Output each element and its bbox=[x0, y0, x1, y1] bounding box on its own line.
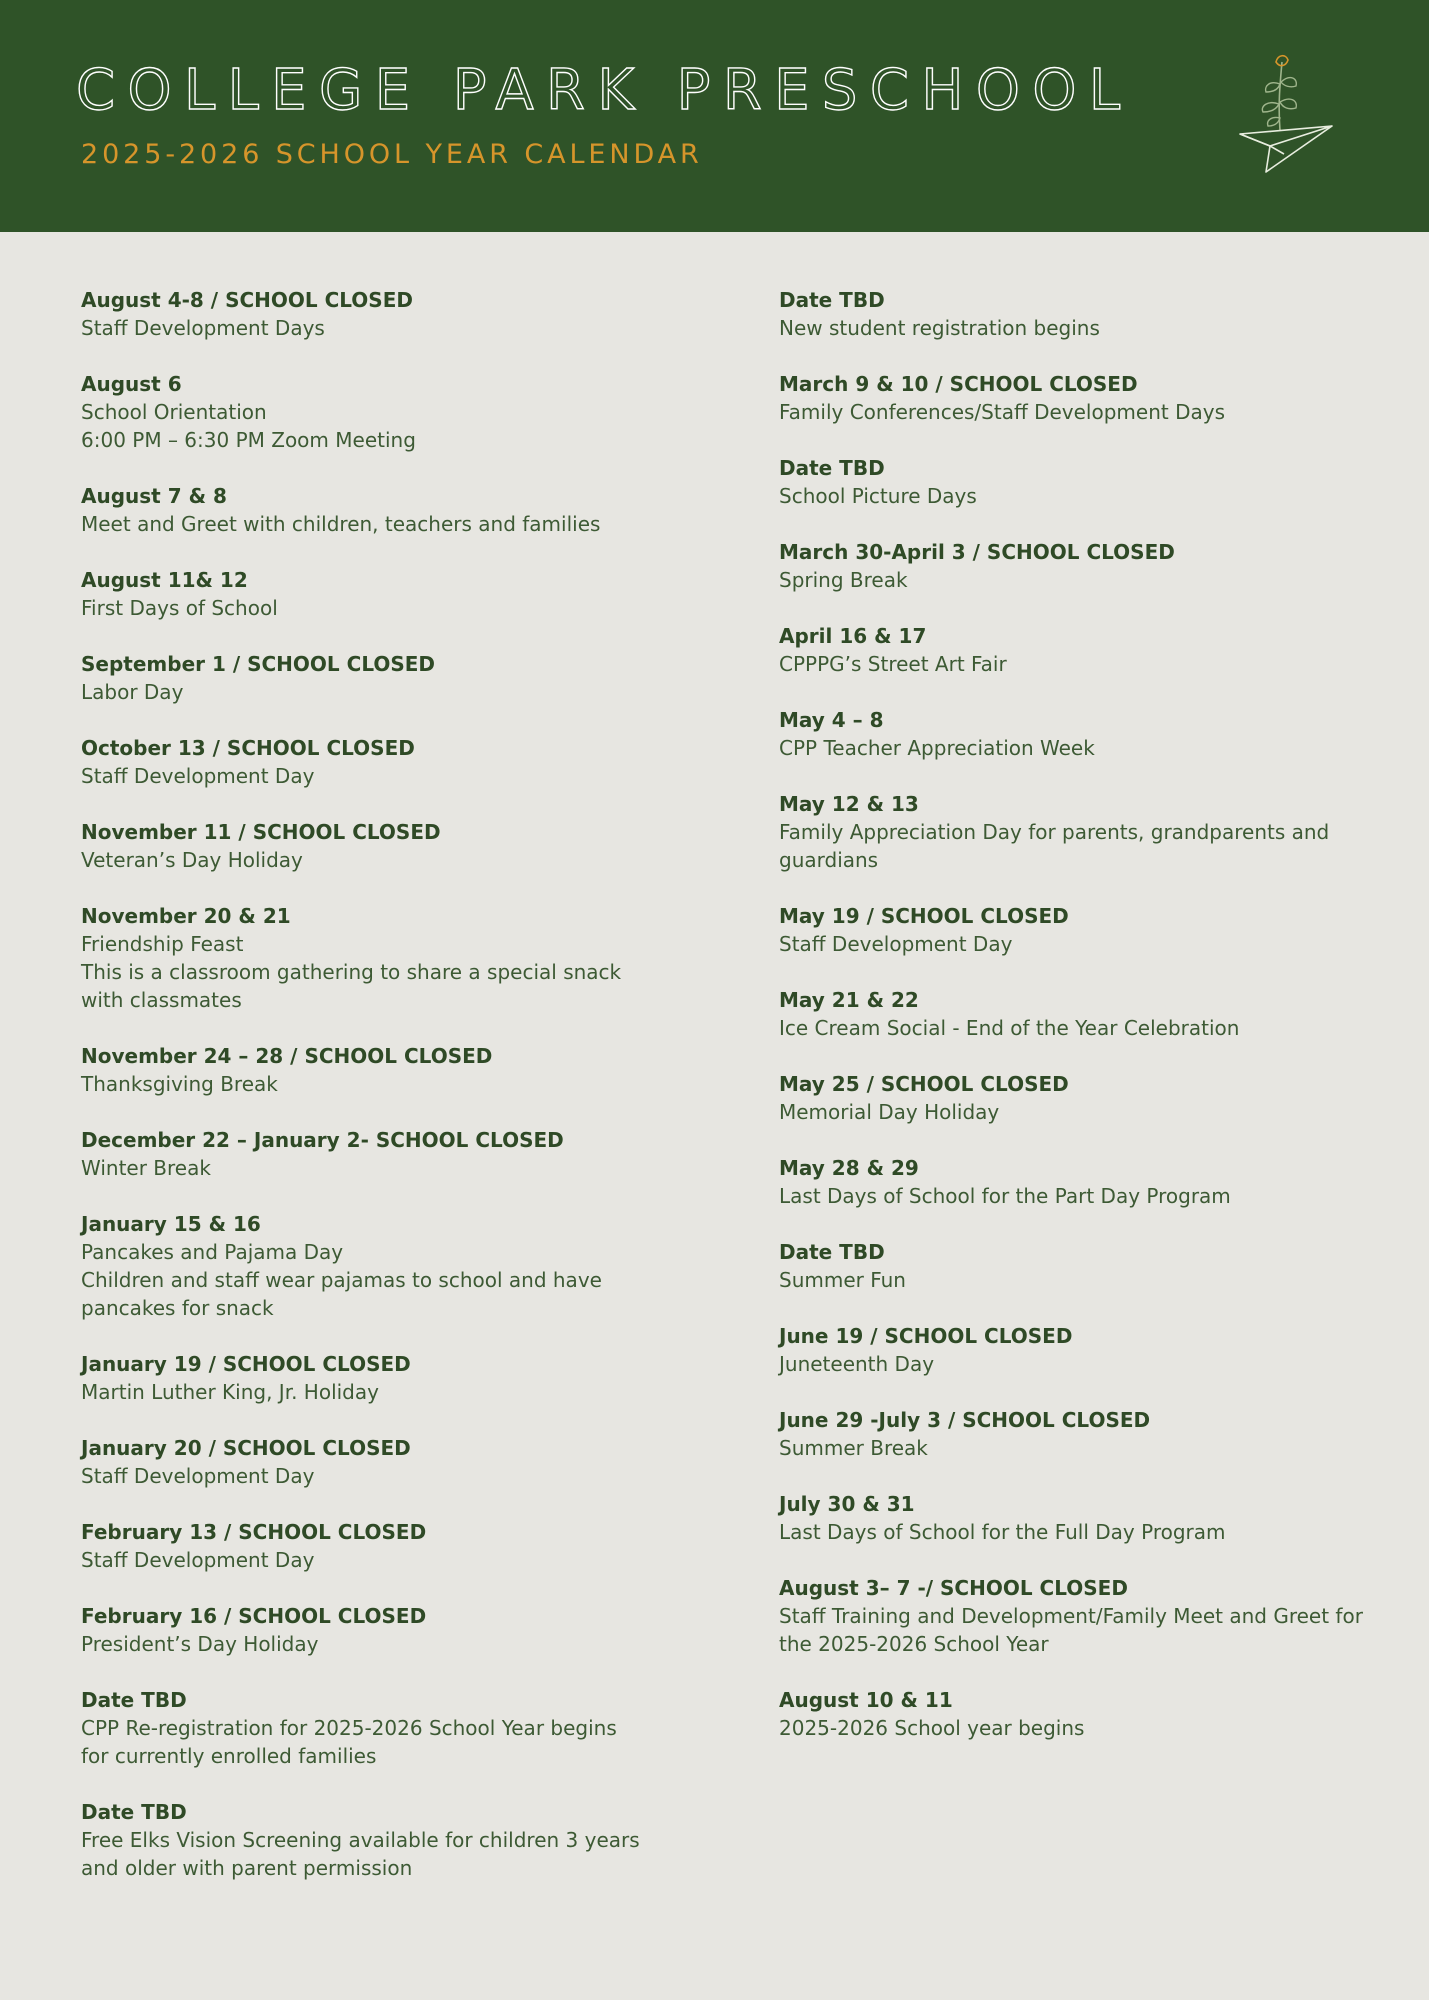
event-entry bbox=[779, 1406, 1379, 1462]
event-entry bbox=[81, 1518, 641, 1574]
event-entry bbox=[81, 1602, 641, 1658]
event-description: Labor Day bbox=[81, 680, 184, 704]
event-description: Last Days of School for the Part Day Program bbox=[779, 1184, 1231, 1208]
event-entry bbox=[779, 1686, 1379, 1742]
event-description: Staff Development Day bbox=[81, 1464, 315, 1488]
event-description: the 2025-2026 School Year bbox=[779, 1632, 1049, 1656]
header-banner bbox=[0, 0, 1429, 232]
event-entry bbox=[779, 538, 1379, 594]
event-description: President’s Day Holiday bbox=[81, 1632, 319, 1656]
event-entry bbox=[81, 818, 641, 874]
event-date: Date TBD bbox=[779, 456, 885, 480]
event-date: January 20 / SCHOOL CLOSED bbox=[81, 1436, 411, 1460]
event-entry bbox=[779, 286, 1379, 342]
event-date: August 11& 12 bbox=[81, 568, 248, 592]
event-entry bbox=[779, 370, 1379, 426]
event-description: Juneteenth Day bbox=[779, 1352, 935, 1376]
event-description: CPP Teacher Appreciation Week bbox=[779, 736, 1095, 760]
event-entry bbox=[779, 1322, 1379, 1378]
event-description: CPP Re-registration for 2025-2026 School Year begins bbox=[81, 1716, 617, 1740]
event-description: 2025-2026 School year begins bbox=[779, 1716, 1085, 1740]
event-entry bbox=[779, 1574, 1379, 1658]
event-date: June 19 / SCHOOL CLOSED bbox=[779, 1324, 1073, 1348]
event-entry bbox=[81, 1126, 641, 1182]
event-entry bbox=[779, 1070, 1379, 1126]
event-date: February 13 / SCHOOL CLOSED bbox=[81, 1520, 427, 1544]
event-description: Thanksgiving Break bbox=[81, 1072, 278, 1096]
event-entry bbox=[81, 482, 641, 538]
event-description: Summer Fun bbox=[779, 1268, 906, 1292]
event-date: June 29 -July 3 / SCHOOL CLOSED bbox=[779, 1408, 1151, 1432]
event-date: August 6 bbox=[81, 372, 182, 396]
event-date: January 19 / SCHOOL CLOSED bbox=[81, 1352, 411, 1376]
paper-plane-sprout-icon bbox=[1236, 54, 1340, 176]
event-entry bbox=[81, 1798, 641, 1882]
event-entry bbox=[81, 734, 641, 790]
event-entry bbox=[779, 622, 1379, 678]
event-date: May 28 & 29 bbox=[779, 1156, 919, 1180]
event-description: Spring Break bbox=[779, 568, 908, 592]
event-entry bbox=[81, 1042, 641, 1098]
event-date: May 21 & 22 bbox=[779, 988, 919, 1012]
event-description: Summer Break bbox=[779, 1436, 928, 1460]
event-entry bbox=[81, 902, 641, 1014]
event-description: Memorial Day Holiday bbox=[779, 1100, 1000, 1124]
event-description: Pancakes and Pajama Day bbox=[81, 1240, 344, 1264]
event-description: Winter Break bbox=[81, 1156, 211, 1180]
event-date: Date TBD bbox=[779, 1240, 885, 1264]
event-description: 6:00 PM – 6:30 PM Zoom Meeting bbox=[81, 428, 416, 452]
event-date: April 16 & 17 bbox=[779, 624, 927, 648]
event-description: Staff Development Day bbox=[81, 764, 315, 788]
event-date: November 20 & 21 bbox=[81, 904, 291, 928]
event-entry bbox=[779, 902, 1379, 958]
event-date: July 30 & 31 bbox=[779, 1492, 915, 1516]
event-description: New student registration begins bbox=[779, 316, 1100, 340]
event-entry bbox=[81, 1350, 641, 1406]
event-description: Family Appreciation Day for parents, grandparents and bbox=[779, 820, 1330, 844]
event-date: March 30-April 3 / SCHOOL CLOSED bbox=[779, 540, 1175, 564]
event-date: October 13 / SCHOOL CLOSED bbox=[81, 736, 415, 760]
event-date: May 19 / SCHOOL CLOSED bbox=[779, 904, 1069, 928]
school-name: COLLEGE PARK PRESCHOOL bbox=[76, 58, 1133, 123]
event-date: August 7 & 8 bbox=[81, 484, 227, 508]
event-description: Meet and Greet with children, teachers and families bbox=[81, 512, 601, 536]
event-date: May 25 / SCHOOL CLOSED bbox=[779, 1072, 1069, 1096]
event-description: Veteran’s Day Holiday bbox=[81, 848, 303, 872]
event-date: August 3– 7 -/ SCHOOL CLOSED bbox=[779, 1576, 1128, 1600]
event-description: School Picture Days bbox=[779, 484, 977, 508]
event-entry bbox=[81, 566, 641, 622]
event-description: Staff Development Days bbox=[81, 316, 325, 340]
event-description: Staff Training and Development/Family Meet and Greet for bbox=[779, 1604, 1363, 1628]
event-description: Free Elks Vision Screening available for children 3 years bbox=[81, 1828, 640, 1852]
event-date: Date TBD bbox=[81, 1688, 187, 1712]
event-description: This is a classroom gathering to share a special snack bbox=[81, 960, 622, 984]
event-entry bbox=[81, 1434, 641, 1490]
event-date: August 10 & 11 bbox=[779, 1688, 953, 1712]
event-description: with classmates bbox=[81, 988, 242, 1012]
event-description: Friendship Feast bbox=[81, 932, 244, 956]
calendar-subtitle: 2025-2026 SCHOOL YEAR CALENDAR bbox=[81, 139, 703, 170]
event-date: Date TBD bbox=[779, 288, 885, 312]
event-description: pancakes for snack bbox=[81, 1296, 274, 1320]
event-description: for currently enrolled families bbox=[81, 1744, 377, 1768]
event-description: Children and staff wear pajamas to school and have bbox=[81, 1268, 602, 1292]
event-description: CPPPG’s Street Art Fair bbox=[779, 652, 1007, 676]
event-description: and older with parent permission bbox=[81, 1856, 413, 1880]
event-description: Ice Cream Social - End of the Year Celebration bbox=[779, 1016, 1240, 1040]
event-date: February 16 / SCHOOL CLOSED bbox=[81, 1604, 427, 1628]
event-entry bbox=[81, 370, 641, 454]
event-date: May 12 & 13 bbox=[779, 792, 919, 816]
event-description: Staff Development Day bbox=[81, 1548, 315, 1572]
event-entry bbox=[779, 454, 1379, 510]
event-entry bbox=[779, 986, 1379, 1042]
event-description: Last Days of School for the Full Day Program bbox=[779, 1520, 1226, 1544]
event-entry bbox=[81, 1210, 641, 1322]
event-entry bbox=[779, 790, 1379, 874]
event-date: November 24 – 28 / SCHOOL CLOSED bbox=[81, 1044, 493, 1068]
event-date: December 22 – January 2- SCHOOL CLOSED bbox=[81, 1128, 564, 1152]
event-description: School Orientation bbox=[81, 400, 267, 424]
event-date: Date TBD bbox=[81, 1800, 187, 1824]
event-date: May 4 – 8 bbox=[779, 708, 884, 732]
event-date: September 1 / SCHOOL CLOSED bbox=[81, 652, 436, 676]
event-entry bbox=[779, 706, 1379, 762]
event-entry bbox=[779, 1490, 1379, 1546]
event-entry bbox=[81, 1686, 641, 1770]
event-date: March 9 & 10 / SCHOOL CLOSED bbox=[779, 372, 1138, 396]
event-description: Family Conferences/Staff Development Days bbox=[779, 400, 1225, 424]
event-description: Martin Luther King, Jr. Holiday bbox=[81, 1380, 379, 1404]
event-entry bbox=[81, 650, 641, 706]
event-description: Staff Development Day bbox=[779, 932, 1013, 956]
event-entry bbox=[779, 1154, 1379, 1210]
event-date: August 4-8 / SCHOOL CLOSED bbox=[81, 288, 413, 312]
event-description: First Days of School bbox=[81, 596, 278, 620]
event-entry bbox=[81, 286, 641, 342]
event-description: guardians bbox=[779, 848, 879, 872]
left-event-column bbox=[81, 286, 641, 1910]
right-event-column bbox=[779, 286, 1379, 1770]
event-date: November 11 / SCHOOL CLOSED bbox=[81, 820, 441, 844]
event-entry bbox=[779, 1238, 1379, 1294]
event-date: January 15 & 16 bbox=[81, 1212, 261, 1236]
